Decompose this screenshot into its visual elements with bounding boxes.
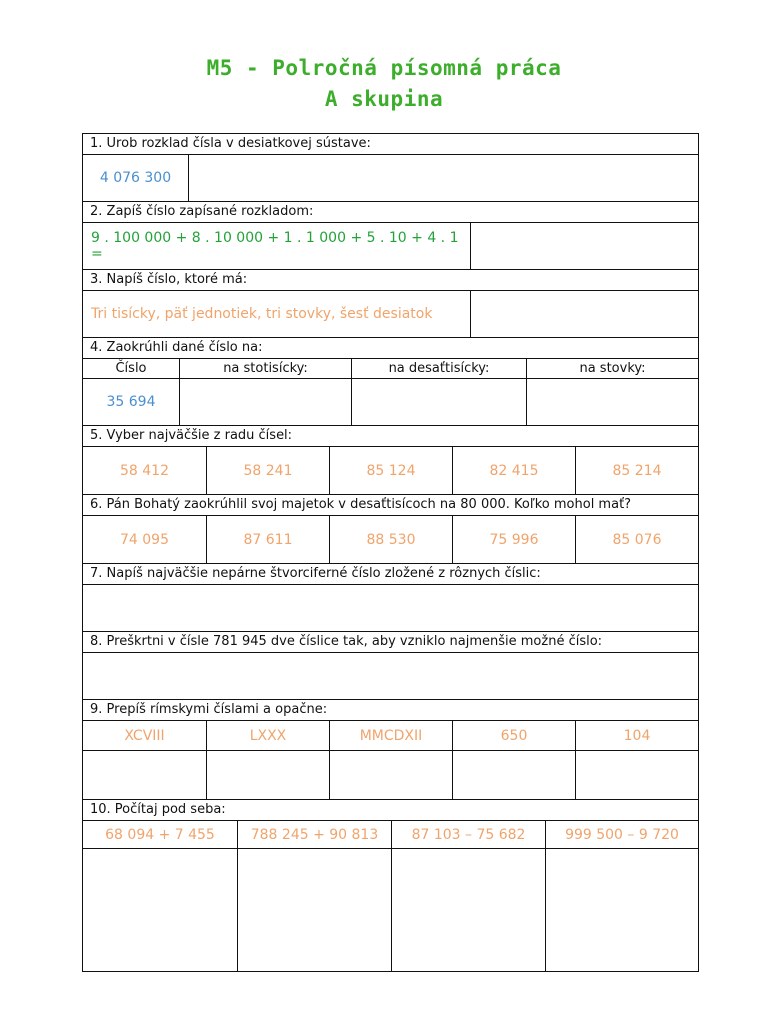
question-8-answer-cell[interactable] [83,653,698,699]
question-4-header-ten-thousands: na desaťtisícky: [351,359,526,378]
question-10-answer-cell[interactable] [545,849,698,971]
question-5-option[interactable]: 85 214 [575,447,698,494]
worksheet-table [82,133,699,972]
question-6-option[interactable]: 74 095 [120,531,169,548]
question-10-item: 788 245 + 90 813 [237,821,391,848]
question-4-answer-ten-thousands[interactable] [351,379,526,425]
question-4-answer-hundreds[interactable] [526,379,698,425]
question-10-answer-cell[interactable] [83,849,237,971]
question-1-number: 4 076 300 [99,170,172,186]
question-6-option[interactable]: 87 611 [206,516,329,563]
question-4-header-hundreds: na stovky: [526,359,698,378]
question-5-option[interactable]: 58 241 [206,447,329,494]
question-9-answer-cell[interactable] [452,751,575,799]
question-4-text: 4. Zaokrúhli dané číslo na: [90,340,263,355]
question-6-option[interactable]: 85 076 [575,516,698,563]
question-4-header-number: Číslo [115,361,147,376]
question-9-text: 9. Prepíš rímskymi číslami a opačne: [90,702,328,717]
question-10-answer-cell[interactable] [391,849,545,971]
question-1-answer-cell[interactable] [188,155,698,201]
question-9-answer-cell[interactable] [83,751,206,799]
question-4-answer-hundred-thousands[interactable] [179,379,351,425]
question-9-item: LXXX [206,721,329,750]
question-4-header-hundred-thousands: na stotisícky: [179,359,351,378]
question-10-item: 999 500 – 9 720 [545,821,698,848]
question-9-answer-cell[interactable] [206,751,329,799]
question-9-item: 104 [575,721,698,750]
page-subtitle: A skupina [324,87,444,111]
question-9-item: 650 [452,721,575,750]
question-9-item: XCVIII [124,727,165,744]
question-4-number: 35 694 [106,394,156,410]
question-3-description: Tri tisícky, päť jednotiek, tri stovky, šesť desiatok [91,306,433,322]
question-2-answer-cell[interactable] [470,223,698,269]
question-1-text: 1. Urob rozklad čísla v desiatkovej sústave: [90,136,371,151]
question-2-expression: 9 . 100 000 + 8 . 10 000 + 1 . 1 000 + 5 . 10 + 4 . 1 = [91,230,459,262]
question-10-item: 87 103 – 75 682 [391,821,545,848]
question-8-text: 8. Preškrtni v čísle 781 945 dve číslice tak, aby vzniklo najmenšie možné číslo: [90,634,603,649]
question-6-text: 6. Pán Bohatý zaokrúhlil svoj majetok v desaťtisícoch na 80 000. Koľko mohol mať? [90,497,632,512]
question-5-option[interactable]: 85 124 [329,447,452,494]
question-5-text: 5. Vyber najväčšie z radu čísel: [90,428,293,443]
question-6-option[interactable]: 88 530 [329,516,452,563]
question-3-answer-cell[interactable] [470,291,698,337]
question-6-option[interactable]: 75 996 [452,516,575,563]
question-5-option[interactable]: 82 415 [452,447,575,494]
question-3-text: 3. Napíš číslo, ktoré má: [90,272,248,287]
question-5-option[interactable]: 58 412 [120,462,169,479]
question-9-answer-cell[interactable] [329,751,452,799]
question-7-answer-cell[interactable] [83,585,698,631]
page-title: M5 - Polročná písomná práca [206,56,562,80]
question-2-text: 2. Zapíš číslo zapísané rozkladom: [90,204,314,219]
question-9-item: MMCDXII [329,721,452,750]
question-7-text: 7. Napíš najväčšie nepárne štvorciferné číslo zložené z rôznych číslic: [90,566,541,581]
question-10-answer-cell[interactable] [237,849,391,971]
question-9-answer-cell[interactable] [575,751,698,799]
question-10-text: 10. Počítaj pod seba: [90,802,226,817]
question-10-item: 68 094 + 7 455 [105,826,215,843]
